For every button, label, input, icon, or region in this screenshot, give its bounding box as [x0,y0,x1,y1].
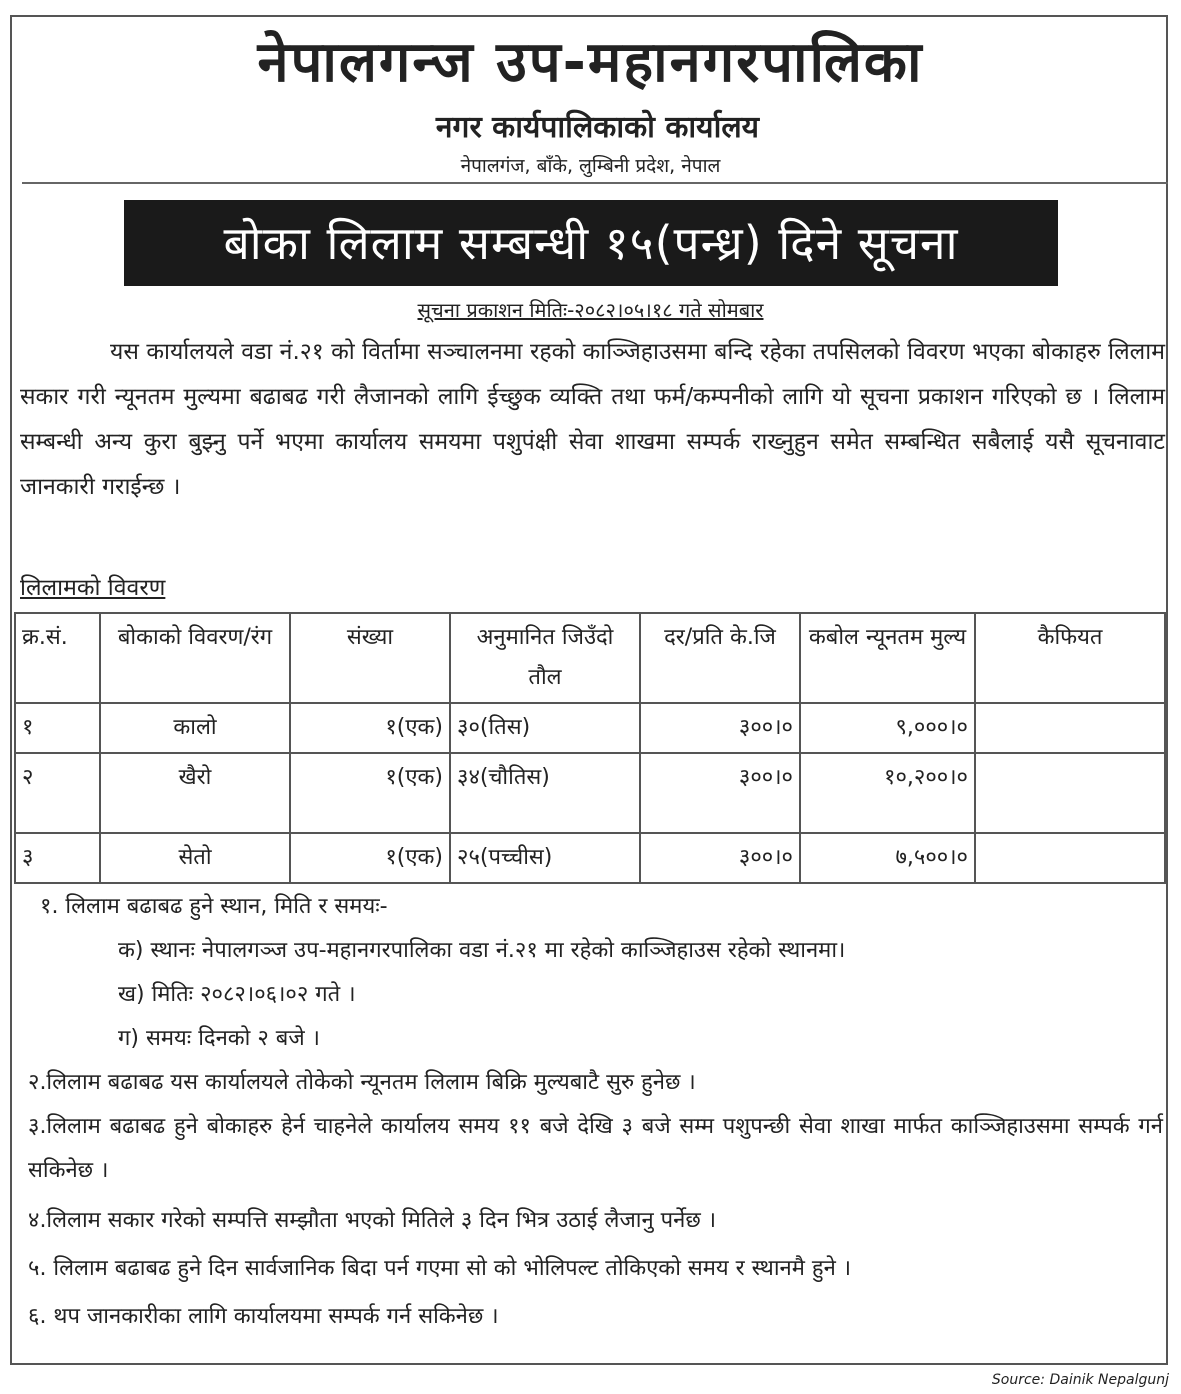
cell-weight: ३४(चौतिस) [450,753,640,833]
table-row [15,753,1165,833]
cell-sn: ३ [15,833,100,883]
table-header-row [15,613,1165,703]
cell-count: १(एक) [290,703,450,753]
header-cell: दर/प्रति के.जि [640,613,800,703]
cell-color: कालो [100,703,290,753]
list-item: १. लिलाम बढाबढ हुने स्थान, मिति र समयः- [40,894,388,919]
office-address: नेपालगंज, बाँके, लुम्बिनी प्रदेश, नेपाल [460,155,721,177]
cell-rate: ३००।० [640,833,800,883]
cell-color: सेतो [100,833,290,883]
header-divider [22,182,1168,184]
header-cell: अनुमानित जिउँदो तौल [450,613,640,703]
cell-rate: ३००।० [640,753,800,833]
cell-min-price: १०,२००।० [800,753,975,833]
cell-min-price: ९,०००।० [800,703,975,753]
table-row [15,833,1165,883]
auction-table [14,612,1166,884]
table-title: लिलामको विवरण [20,575,166,601]
header-cell: संख्या [290,613,450,703]
cell-weight: ३०(तिस) [450,703,640,753]
source-credit: Source: Dainik Nepalgunj [991,1372,1169,1388]
intro-paragraph: यस कार्यालयले वडा नं.२१ को विर्तामा सञ्चालनमा रहको काञ्जिहाउसमा बन्दि रहेका तपसिलको विवरण भएका बोकाहरु लिलाम सकार गरी न्यूनतम मुल्यमा बढाबढ गरी लैजानको लागि ईच्छुक व्यक्ति तथा फर्म/कम्पनीको लागि यो सूचना प्रकाशन गरिएको छ । लिलाम सम्बन्धी अन्य कुरा बुझ्नु पर्ने भएमा कार्यालय समयमा पशुपंक्षी सेवा शाखमा सम्पर्क राख्नुहुन समेत सम्बन्धित सबैलाई यसै सूचनावाट जानकारी गराईन्छ । [20,339,1165,500]
header-cell: बोकाको विवरण/रंग [100,613,290,703]
cell-sn: १ [15,703,100,753]
cell-min-price: ७,५००।० [800,833,975,883]
list-item: ६. थप जानकारीका लागि कार्यालयमा सम्पर्क गर्न सकिनेछ । [28,1304,499,1329]
cell-remarks [975,833,1165,883]
list-item: ग) समयः दिनको २ बजे । [118,1026,321,1051]
cell-color: खैरो [100,753,290,833]
list-item: २.लिलाम बढाबढ यस कार्यालयले तोकेको न्यूनतम लिलाम बिक्रि मुल्यबाटै सुरु हुनेछ । [28,1070,696,1095]
municipality-title: नेपालगन्ज उप-महानगरपालिका [257,30,924,95]
list-item: ४.लिलाम सकार गरेको सम्पत्ति सम्झौता भएको मितिले ३ दिन भित्र उठाई लैजानु पर्नेछ । [28,1208,717,1233]
cell-count: १(एक) [290,833,450,883]
cell-count: १(एक) [290,753,450,833]
header-cell: कबोल न्यूनतम मुल्य [800,613,975,703]
cell-remarks [975,703,1165,753]
header-cell: क्र.सं. [15,613,100,703]
list-item: क) स्थानः नेपालगञ्ज उप-महानगरपालिका वडा नं.२१ मा रहेको काञ्जिहाउस रहेको स्थानमा। [118,938,846,963]
list-item: ३.लिलाम बढाबढ हुने बोकाहरु हेर्न चाहनेले कार्यालय समय ११ बजे देखि ३ बजे सम्म पशुपन्छी सेवा शाखा मार्फत काञ्जिहाउसमा सम्पर्क गर्न सकिनेछ । [28,1114,1163,1183]
list-item: ख) मितिः २०८२।०६।०२ गते । [118,982,356,1007]
publication-date [0,296,1181,323]
cell-remarks [975,753,1165,833]
cell-sn: २ [15,753,100,833]
list-item: ५. लिलाम बढाबढ हुने दिन सार्वजानिक बिदा पर्न गएमा सो को भोलिपल्ट तोकिएको समय र स्थानमै हुने । [28,1256,852,1281]
cell-rate: ३००।० [640,703,800,753]
cell-weight: २५(पच्चीस) [450,833,640,883]
conditions-list [28,885,1163,1339]
notice-banner: बोका लिलाम सम्बन्धी १५(पन्ध्र) दिने सूचना [124,200,1058,286]
table-row [15,703,1165,753]
office-name: नगर कार्यपालिकाको कार्यालय [435,110,760,145]
publication-date-text: सूचना प्रकाशन मितिः-२०८२।०५।१८ गते सोमबार [417,298,764,322]
header-cell: कैफियत [975,613,1165,703]
